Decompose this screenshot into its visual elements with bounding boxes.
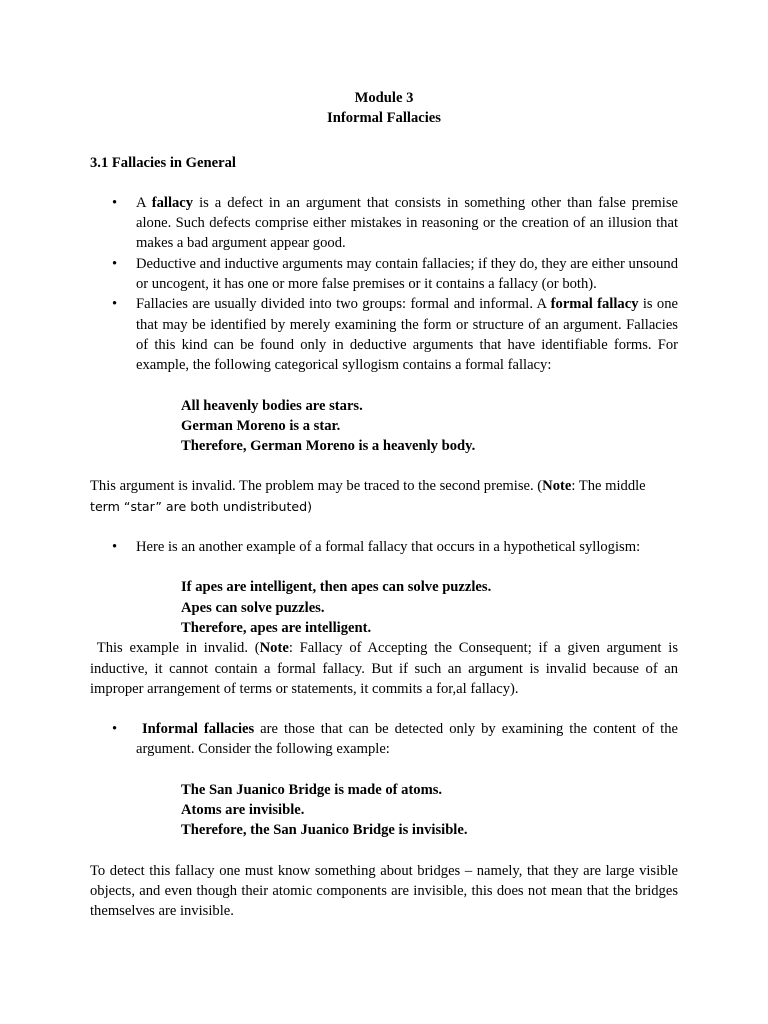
example-line: If apes are intelligent, then apes can solve puzzles. [181, 579, 492, 596]
example-line: Therefore, German Moreno is a heavenly body. [181, 438, 476, 455]
term-fallacy: fallacy [151, 194, 194, 211]
paragraph-text: : The middle [571, 478, 646, 495]
example-line: All heavenly bodies are stars. [181, 397, 363, 414]
note-label: Note [542, 478, 572, 495]
informal-list [90, 719, 678, 760]
list-item-text: is a defect in an argument that consists in something other than false premise alone. Such defects comprise either mistakes in reasoning or the creation of an illusion that makes a bad argument appear good. [136, 194, 678, 252]
paragraph-consequent [90, 638, 678, 699]
fallacy-list [90, 193, 678, 376]
module-subtitle: Informal Fallacies [327, 110, 441, 127]
paragraph-text: : Fallacy of Accepting the Consequent; if a given argument is inductive, it cannot contain a formal fallacy. But if such an argument is invalid because of an improper arrangement of terms or statements, it commits a for,al fallacy). [90, 640, 678, 697]
paragraph-invalid-argument [90, 476, 678, 517]
example-syllogism-2 [90, 577, 678, 638]
list-item-text: is one that may be identified by merely examining the form or structure of an argument. Fallacies of this kind can be found only in deductive arguments that have identifiable forms. For example, the following categorical syllogism contains a formal fallacy: [136, 296, 679, 374]
list-item [90, 254, 678, 295]
paragraph-bridges: To detect this fallacy one must know something about bridges – namely, that they are large visible objects, and even though their atomic components are invisible, this does not mean that the bridges themselves are invisible. [90, 862, 678, 920]
list-item-text: are those that can be detected only by examining the content of the argument. Consider the following example: [136, 721, 679, 758]
example-syllogism-1 [90, 396, 678, 457]
note-label: Note [259, 640, 289, 657]
example-line: Atoms are invisible. [181, 802, 305, 819]
list-item [90, 193, 678, 254]
paragraph-text: term “star” are both undistributed) [90, 498, 313, 514]
list-item [90, 294, 678, 375]
term-informal-fallacies: Informal fallacies [141, 721, 255, 738]
example-line: Therefore, the San Juanico Bridge is invisible. [181, 822, 468, 839]
paragraph-text: This example in invalid. ( [96, 640, 260, 657]
paragraph-text: This argument is invalid. The problem may be traced to the second premise. ( [90, 478, 543, 495]
example-list [90, 537, 678, 557]
example-syllogism-3 [90, 780, 678, 841]
example-line: Therefore, apes are intelligent. [181, 619, 372, 636]
list-item-text: A [136, 194, 152, 211]
list-item: • Here is an another example of a formal fallacy that occurs in a hypothetical syllogism: [90, 537, 678, 557]
module-title: Module 3 [354, 90, 414, 106]
example-line: German Moreno is a star. [181, 417, 341, 434]
section-heading: 3.1 Fallacies in General [90, 154, 236, 171]
list-item-text: Fallacies are usually divided into two groups: formal and informal. A [136, 296, 551, 313]
list-item [90, 719, 678, 760]
document-page [90, 88, 678, 922]
example-line: Apes can solve puzzles. [181, 599, 325, 616]
list-item-text: Deductive and inductive arguments may contain fallacies; if they do, they are either unsound or uncogent, it has one or more false premises or it contains a fallacy (or both). [136, 255, 678, 293]
example-line: The San Juanico Bridge is made of atoms. [181, 781, 443, 798]
term-formal-fallacy: formal fallacy [550, 296, 639, 313]
